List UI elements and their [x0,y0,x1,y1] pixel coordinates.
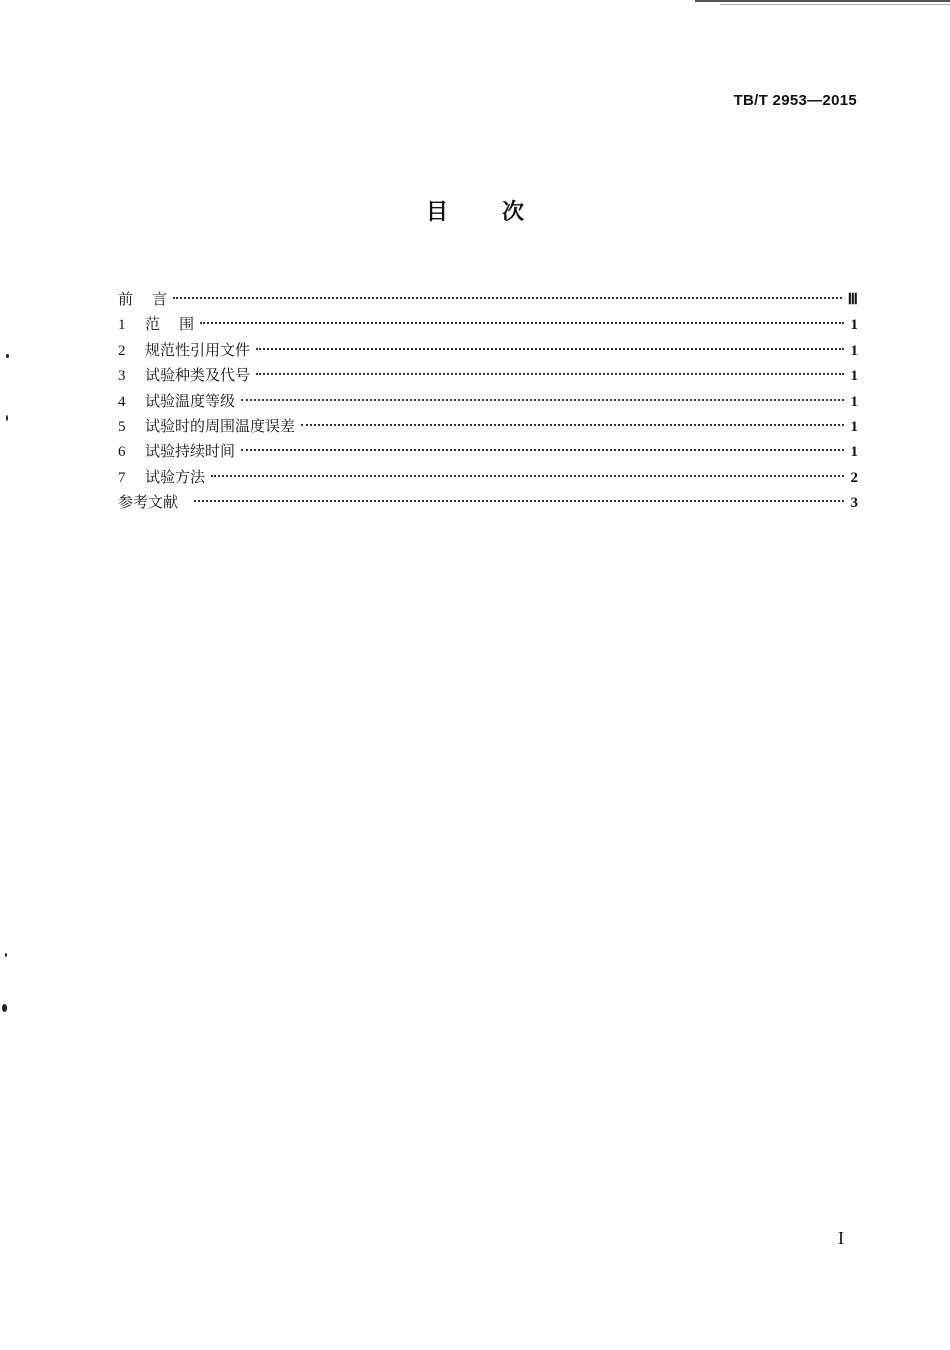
toc-leader-dots [301,424,844,426]
standard-code: TB/T 2953—2015 [733,92,857,109]
toc-leader-dots [256,348,844,350]
toc-item-7[interactable] [118,465,858,490]
toc-item-foreword[interactable] [118,287,858,312]
toc-leader-dots [173,297,842,299]
toc-item-number: 1 [118,317,126,334]
toc-item-label: 参考文献 [118,493,179,512]
toc-leader-dots [194,500,844,502]
toc-item-label: 试验种类及代号 [145,366,251,385]
toc-item-6[interactable] [118,439,858,464]
toc-leader-dots [211,475,844,477]
page-number: I [838,1228,844,1248]
scan-speck [6,354,9,358]
toc-item-page: 1 [850,444,858,461]
scan-speck [6,415,8,421]
toc-title-char-1: 目 [426,200,449,225]
toc-list [118,287,858,516]
scan-speck [5,953,7,957]
toc-title [0,195,950,226]
toc-item-page: 1 [850,368,858,385]
toc-item-page: 2 [850,469,858,486]
top-rule [695,0,950,2]
toc-item-number: 6 [118,444,126,461]
toc-item-number: 4 [118,393,126,410]
toc-item-4[interactable] [118,389,858,414]
toc-item-references[interactable] [118,490,858,515]
toc-item-page: 1 [850,393,858,410]
toc-leader-dots [241,399,844,401]
toc-item-label: 试验方法 [145,467,206,486]
toc-item-number: 5 [118,418,126,435]
toc-item-number: 7 [118,469,126,486]
toc-title-char-2: 次 [502,200,525,225]
toc-item-number: 2 [118,342,126,359]
top-rule-secondary [720,4,950,5]
toc-item-page: 1 [850,317,858,334]
toc-leader-dots [256,373,844,375]
toc-item-page: 1 [850,342,858,359]
toc-item-label: 规范性引用文件 [145,340,251,359]
toc-item-1[interactable] [118,312,858,337]
toc-item-label: 前 言 [118,290,168,308]
toc-item-5[interactable] [118,414,858,439]
scan-speck [2,1004,7,1012]
toc-item-page: 1 [850,418,858,435]
toc-item-3[interactable] [118,363,858,388]
toc-leader-dots [200,322,844,324]
toc-item-2[interactable] [118,338,858,363]
toc-item-label: 范 围 [145,315,195,334]
toc-item-page: 3 [850,495,858,512]
toc-item-page: Ⅲ [847,292,858,308]
toc-item-label: 试验时的周围温度误差 [145,416,296,435]
toc-item-label: 试验持续时间 [145,442,236,461]
toc-item-number: 3 [118,368,126,385]
toc-leader-dots [241,449,844,451]
toc-item-label: 试验温度等级 [145,391,236,410]
